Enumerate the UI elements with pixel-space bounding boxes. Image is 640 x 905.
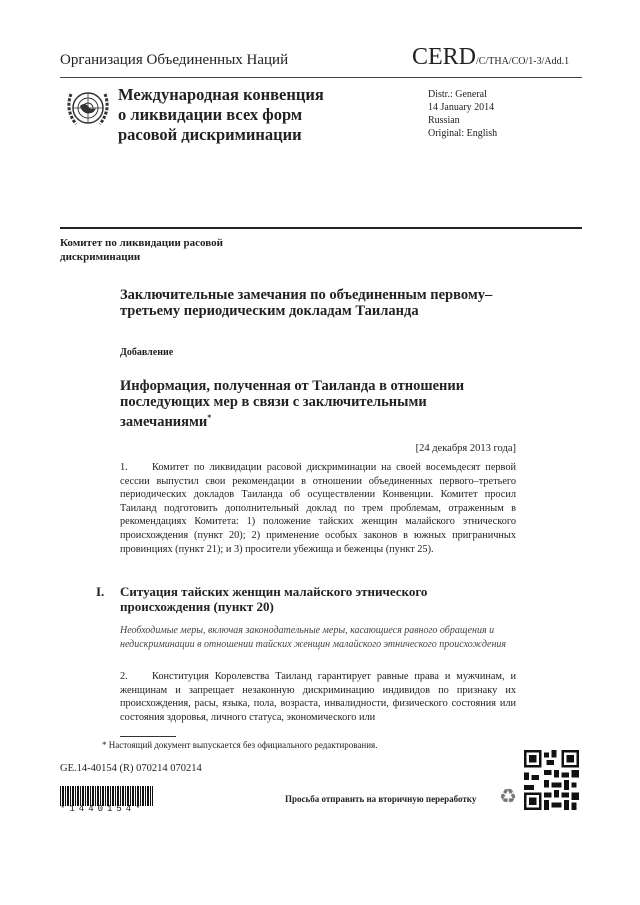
job-number: GE.14-40154 (R) 070214 070214	[60, 763, 202, 774]
paragraph-text: Конституция Королевства Таиланд гарантирует равные права и мужчинам, и женщинам и запрещает незаконную дискриминацию индивидов по признаку их происхождения, расы, языка, пола, возраста, инвалидности, физического состояния или состояния здоровья, личного статуса, экономического или	[120, 671, 516, 723]
symbol-rest: /C/THA/CO/1-3/Add.1	[476, 56, 570, 67]
paragraph-1	[120, 461, 516, 556]
original-language: Original: English	[428, 128, 498, 139]
footnote-mark: *	[207, 413, 212, 422]
thick-rule	[60, 227, 582, 229]
footnote-rule	[120, 736, 176, 737]
document-heading: Заключительные замечания по объединенным первому–третьему периодическим докладам Таиланда	[120, 287, 493, 319]
report-date: [24 декабря 2013 года]	[415, 443, 516, 454]
paragraph-2	[120, 670, 516, 724]
italic-subheading: Необходимые меры, включая законодательные меры, касающиеся равного обращения и недискриминации в отношении тайских женщин малайского этнического происхождения	[120, 625, 507, 650]
footnote: * Настоящий документ выпускается без официального редактирования.	[102, 740, 378, 750]
document-symbol	[412, 44, 569, 71]
distr-date: 14 January 2014	[428, 102, 495, 113]
recycle-text: Просьба отправить на вторичную переработку	[285, 794, 477, 804]
section-number: I.	[96, 584, 105, 599]
qr-code-icon	[524, 750, 579, 810]
paragraph-number: 1.	[120, 462, 128, 473]
title-line: Международная конвенция	[118, 85, 324, 104]
distribution-block	[428, 88, 497, 140]
symbol-main: CERD	[412, 44, 477, 70]
title-line: расовой дискриминации	[118, 125, 302, 144]
un-emblem-icon	[63, 84, 113, 134]
language: Russian	[428, 115, 460, 126]
title-line: о ликвидации всех форм	[118, 105, 303, 124]
paragraph-number: 2.	[120, 671, 128, 682]
distr: Distr.: General	[428, 89, 487, 100]
section-title: Ситуация тайских женщин малайского этнического происхождения (пункт 20)	[120, 584, 428, 614]
document-subheading	[120, 378, 520, 430]
addendum-label: Добавление	[120, 347, 174, 358]
org-name: Организация Объединенных Наций	[60, 52, 289, 68]
barcode	[60, 786, 153, 806]
subheading-text: Информация, полученная от Таиланда в отношении последующих мер в связи с заключительными замечаниями	[120, 378, 465, 430]
committee-name: Комитет по ликвидации расовой дискриминации	[60, 237, 223, 263]
barcode-text: *1440154*	[60, 804, 145, 814]
header-rule	[60, 77, 582, 78]
convention-title	[118, 85, 324, 145]
recycle-icon: ♻	[499, 786, 517, 808]
paragraph-text: Комитет по ликвидации расовой дискриминации на своей восемьдесят первой сессии выпустил свои рекомендации в отношении объединенных первого–третьего периодических докладов Таиланда об осуществлении Конвенции. Комитет просил Таиланд подготовить дополнительный доклад по трем проблемам, отраженным в рекомендациях Комитета: 1) положение тайских женщин малайского этнического происхождения (пункт 20); 2) применение особых законов в южных приграничных провинциях (пункт 21); и 3) просители убежища и беженцы (пункт 25).	[120, 462, 516, 555]
